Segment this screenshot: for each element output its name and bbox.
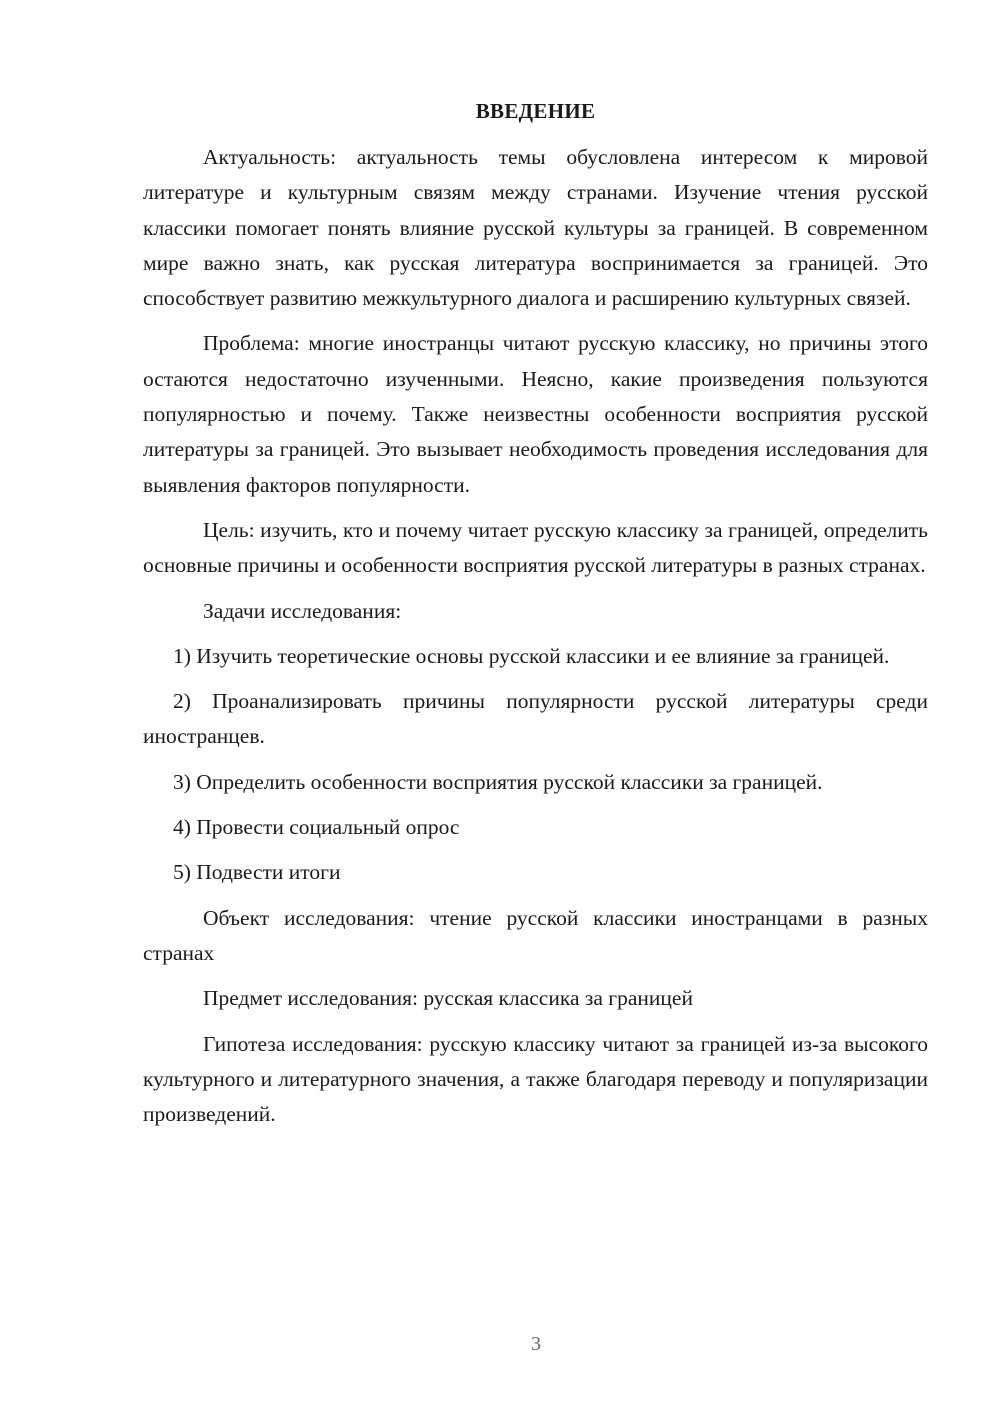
task-item: 1) Изучить теоретические основы русской классики и ее влияние за границей. <box>173 643 890 668</box>
goal-paragraph: Цель: изучить, кто и почему читает русскую классику за границей, определить основные причины и особенности восприятия русской литературы в разных странах. <box>143 517 928 578</box>
hypothesis-paragraph: Гипотеза исследования: русскую классику читают за границей из-за высокого культурного и литературного значения, а также благодаря переводу и популяризации произведений. <box>143 1031 928 1127</box>
relevance-paragraph: Актуальность: актуальность темы обусловлена интересом к мировой литературе и культурным связям между странами. Изучение чтения русской классики помогает понять влияние русской культуры за границей. В современном мире важно знать, как русская литература воспринимается за границей. Это способствует развитию межкультурного диалога и расширению культурных связей. <box>143 145 928 311</box>
page-number: 3 <box>531 1333 541 1355</box>
task-item: 4) Провести социальный опрос <box>173 815 460 840</box>
task-item: 2) Проанализировать причины популярности русской литературы среди иностранцев. <box>143 689 928 749</box>
problem-paragraph: Проблема: многие иностранцы читают русскую классику, но причины этого остаются недостаточно изученными. Неясно, какие произведения пользуются популярностью и почему. Также неизвестны особенности восприятия русской литературы за границей. Это вызывает необходимость проведения исследования для выявления факторов популярности. <box>143 331 928 497</box>
task-item: 5) Подвести итоги <box>173 860 341 885</box>
section-title: ВВЕДЕНИЕ <box>475 99 596 123</box>
task-item: 3) Определить особенности восприятия русской классики за границей. <box>173 769 823 794</box>
document-page <box>143 96 928 1142</box>
subject-paragraph: Предмет исследования: русская классика за границей <box>203 986 693 1011</box>
tasks-heading: Задачи исследования: <box>203 598 402 623</box>
object-paragraph: Объект исследования: чтение русской классики иностранцами в разных странах <box>143 905 928 965</box>
